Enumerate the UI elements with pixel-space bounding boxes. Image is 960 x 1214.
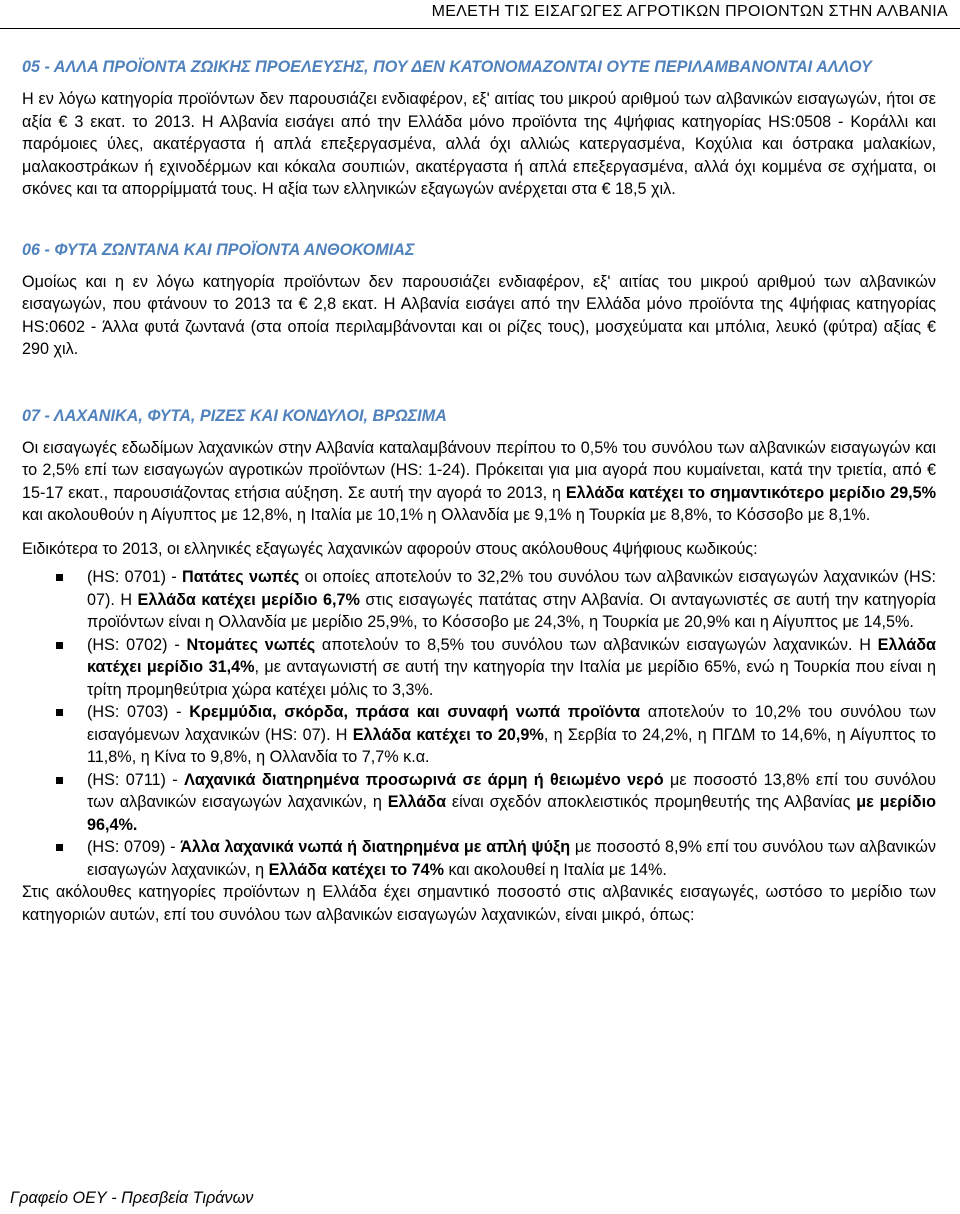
square-bullet-icon bbox=[56, 574, 63, 581]
section-07-paragraph-1: Οι εισαγωγές εδωδίμων λαχανικών στην Αλβανία καταλαμβάνουν περίπου το 0,5% του συνόλου των αλβανικών εισαγωγών και το 2,5% επί των εισαγωγών αγροτικών προϊόντων (HS: 1-24). Πρόκειται για μια αγορά που κυμαίνεται, κατά την τριετία, από € 15-17 εκατ., παρουσιάζοντας ετήσια αύξηση. Σε αυτή την αγορά το 2013, η Ελλάδα κατέχει το σημαντικότερο μερίδιο 29,5% και ακολουθούν η Αίγυπτος με 12,8%, η Ιταλία με 10,1% η Ολλανδία με 9,1% η Τουρκία με 8,8%, το Κόσσοβο με 8,1%. bbox=[22, 438, 937, 524]
square-bullet-icon bbox=[56, 642, 63, 649]
list-item: (HS: 0701) - Πατάτες νωπές οι οποίες αποτελούν το 32,2% του συνόλου των αλβανικών εισαγωγών λαχανικών (HS: 07). Η Ελλάδα κατέχει μερίδιο 6,7% στις εισαγωγές πατάτας στην Αλβανία. Οι ανταγωνιστές σε αυτή την κατηγορία προϊόντων είναι η Ολλανδία με μερίδιο 25,9%, το Κόσσοβο με 24,3%, η Τουρκία με 20,9% και η Αίγυπτος με 14,5%. bbox=[22, 566, 936, 634]
section-07-paragraph-2: Ειδικότερα το 2013, οι ελληνικές εξαγωγές λαχανικών αφορούν στους ακόλουθους 4ψήφιους κωδικούς: bbox=[22, 539, 758, 558]
list-item: (HS: 0711) - Λαχανικά διατηρημένα προσωρινά σε άρμη ή θειωμένο νερό με ποσοστό 13,8% επί του συνόλου των αλβανικών εισαγωγών λαχανικών, η Ελλάδα είναι σχεδόν αποκλειστικός προμηθευτής της Αλβανίας με μερίδιο 96,4%. bbox=[22, 769, 936, 837]
square-bullet-icon bbox=[56, 844, 63, 851]
square-bullet-icon bbox=[56, 777, 63, 784]
document-body bbox=[22, 56, 936, 926]
list-item: (HS: 0709) - Άλλα λαχανικά νωπά ή διατηρημένα με απλή ψύξη με ποσοστό 8,9% επί του συνόλου των αλβανικών εισαγωγών λαχανικών, η Ελλάδα κατέχει το 74% και ακολουθεί η Ιταλία με 14%. bbox=[22, 836, 936, 881]
section-05-paragraph: Η εν λόγω κατηγορία προϊόντων δεν παρουσιάζει ενδιαφέρον, εξ' αιτίας του μικρού αριθμού των αλβανικών εισαγωγών, ήτοι σε αξία € 3 εκατ. το 2013. Η Αλβανία εισάγει από την Ελλάδα μόνο προϊόντα της 4ψήφιας κατηγορίας HS:0508 - Κοράλλι και παρόμοιες ύλες, ακατέργαστα ή απλά επεξεργασμένα, αλλά όχι αλλιώς κατεργασμένα, Κοχύλια και όστρακα μαλακίων, μαλακοστράκων ή εχινοδέρμων και κόκαλα σουπιών, ακατέργαστα ή απλά επεξεργασμένα, αλλά όχι κομμένα σε σχήματα, οι σκόνες και τα απορρίμματά τους. Η αξία των ελληνικών εξαγωγών ανέρχεται στα € 18,5 χιλ. bbox=[22, 90, 936, 198]
square-bullet-icon bbox=[56, 709, 63, 716]
document-title: ΜΕΛΕΤΗ ΤΙΣ ΕΙΣΑΓΩΓΕΣ ΑΓΡΟΤΙΚΩΝ ΠΡΟΙΟΝΤΩΝ ΣΤΗΝ ΑΛΒΑΝΙΑ bbox=[431, 3, 948, 20]
export-codes-list bbox=[22, 566, 936, 881]
section-06-paragraph: Ομοίως και η εν λόγω κατηγορία προϊόντων δεν παρουσιάζει ενδιαφέρον, εξ' αιτίας του μικρού αριθμού των αλβανικών εισαγωγών, που φτάνουν το 2013 τα € 2,8 εκατ. Η Αλβανία εισάγει από την Ελλάδα μόνο προϊόντα της 4ψήφιας κατηγορίας HS:0602 - Άλλα φυτά ζωντανά (στα οποία περιλαμβάνονται και οι ρίζες τους), μοσχεύματα και μπόλια, λευκό (φύτρα) αξίας € 290 χιλ. bbox=[22, 272, 936, 358]
section-07-heading: 07 - ΛΑΧΑΝΙΚΑ, ΦΥΤΑ, ΡΙΖΕΣ ΚΑΙ ΚΟΝΔΥΛΟΙ, ΒΡΩΣΙΜΑ bbox=[22, 406, 447, 425]
section-05-heading: 05 - ΑΛΛΑ ΠΡΟΪΟΝΤΑ ΖΩΙΚΗΣ ΠΡΟΕΛΕΥΣΗΣ, ΠΟΥ ΔΕΝ ΚΑΤΟΝΟΜΑΖΟΝΤΑΙ ΟΥΤΕ ΠΕΡΙΛΑΜΒΑΝΟΝΤΑΙ ΑΛΛΟΥ bbox=[22, 58, 872, 76]
page-footer: Γραφείο ΟΕΥ - Πρεσβεία Τιράνων bbox=[10, 1189, 254, 1207]
page-header bbox=[0, 0, 960, 29]
list-item: (HS: 0703) - Κρεμμύδια, σκόρδα, πράσα και συναφή νωπά προϊόντα αποτελούν το 10,2% του συνόλου των εισαγόμενων λαχανικών (HS: 07). Η Ελλάδα κατέχει το 20,9%, η Σερβία το 24,2%, η ΠΓΔΜ το 14,6%, η Αίγυπτος το 11,8%, η Κίνα το 9,8%, η Ολλανδία το 7,7% κ.α. bbox=[22, 701, 936, 769]
section-07-paragraph-3: Στις ακόλουθες κατηγορίες προϊόντων η Ελλάδα έχει σημαντικό ποσοστό στις αλβανικές εισαγωγές, ωστόσο το μερίδιο των κατηγοριών αυτών, επί του συνόλου των αλβανικών εισαγωγών λαχανικών, είναι μικρό, όπως: bbox=[22, 883, 936, 924]
list-item: (HS: 0702) - Ντομάτες νωπές αποτελούν το 8,5% του συνόλου των αλβανικών εισαγωγών λαχανικών. Η Ελλάδα κατέχει μερίδιο 31,4%, με ανταγωνιστή σε αυτή την κατηγορία την Ιταλία με μερίδιο 65%, ενώ η Τουρκία που είναι η τρίτη προμηθεύτρια χώρα κατέχει μόλις το 3,3%. bbox=[22, 634, 936, 702]
section-06-heading: 06 - ΦΥΤΑ ΖΩΝΤΑΝΑ ΚΑΙ ΠΡΟΪΟΝΤΑ ΑΝΘΟΚΟΜΙΑΣ bbox=[22, 240, 415, 259]
